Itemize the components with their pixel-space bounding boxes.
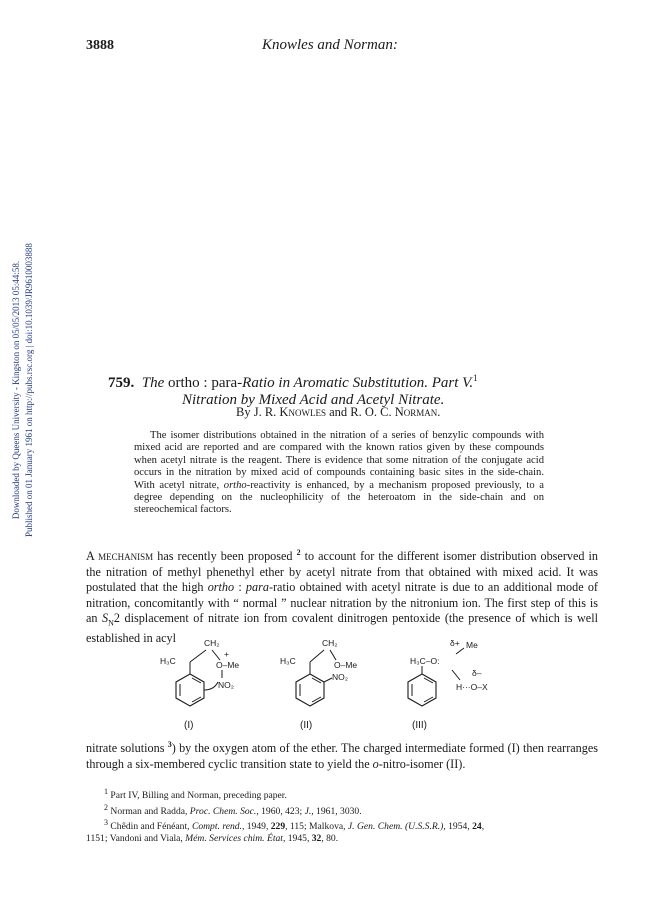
article-number: 759. (108, 375, 135, 391)
body-text: -ratio obtained with acetyl nitrate is due to an additional mode of nitration, concomitantly with “ normal ” nuclear nitration by the nitronium ion. The first step of this is an (86, 580, 598, 626)
body-text: -nitro-isomer (II). (378, 756, 466, 771)
title-part: The (141, 375, 165, 391)
byline-by: By (236, 405, 251, 419)
footnote-journal: Compt. rend. (191, 821, 242, 833)
download-sidebar (10, 210, 50, 570)
body-paragraph-2 (86, 737, 598, 772)
body-sn-sub: N (108, 618, 114, 628)
footnote-2-number: 2 (104, 802, 108, 812)
body-sn: S (102, 611, 109, 626)
footnote-1-text: Part IV, Billing and Norman, preceding paper. (108, 790, 287, 802)
s3-dplus: δ+ (450, 638, 460, 648)
author2-initials: R. O. C. (350, 405, 392, 419)
footnote-volume: 32 (311, 832, 322, 844)
footnote-journal: J. Gen. Chem. (347, 821, 403, 833)
footnote-3-text: , 1954, (443, 821, 473, 833)
body-text: has recently been proposed (153, 549, 297, 564)
footnote-journal: (U.S.S.R.) (404, 821, 444, 833)
footnote-volume: 229 (270, 821, 286, 833)
body-o: o (372, 756, 379, 771)
s3-h3co: H₃C–O: (410, 656, 440, 666)
footnote-2 (86, 802, 598, 818)
footnote-3-text: Chêdin and Fénéant, (108, 821, 192, 833)
body-ortho: ortho (207, 580, 235, 595)
title-footnote-ref[interactable]: 1 (473, 373, 478, 383)
title-colon: : (199, 375, 212, 391)
byline-end: . (437, 405, 441, 419)
structure-ii (280, 638, 357, 706)
s2-ch2: CH₂ (322, 638, 338, 648)
byline (236, 405, 440, 420)
s2-no2: NO₂ (332, 672, 349, 682)
author1-initials: J. R. (253, 405, 277, 419)
title-ortho: ortho (168, 375, 200, 391)
footnote-volume: 24 (472, 821, 482, 833)
body-para: para (245, 580, 269, 595)
title-line2: Nitration by Mixed Acid and Acetyl Nitrate. (182, 392, 445, 408)
footnote-2-text: Norman and Radda, (108, 805, 190, 817)
sidebar-doi-link[interactable]: Published on 01 January 1961 on http://pubs.rsc.org | doi:10.1039/JR9610003888 (24, 243, 34, 537)
footnote-3-text: , (481, 821, 485, 833)
footnote-3-continued (86, 833, 598, 844)
abstract-ortho: ortho (223, 479, 247, 491)
s3-dminus: δ– (472, 668, 482, 678)
body-colon: : (234, 580, 246, 595)
s3-me: Me (466, 640, 478, 650)
footnote-3-text: , 1945, (282, 832, 312, 844)
footnote-3-text: , 80. (321, 832, 339, 844)
footnote-3-text: , 1949, (241, 821, 271, 833)
footnote-3-text: 1151; Vandoni and Viala, (86, 832, 186, 844)
s1-h3c: H₃C (160, 656, 176, 666)
footnote-2-text: , 1960, 423; (256, 805, 305, 817)
abstract-text-2: -reactivity is enhanced, by a mechanism proposed previously, to a degree depending on the nucleophilicity of the heteroatom in the side-chain and on stereochemical factors. (134, 479, 544, 516)
body-text: ) by the oxygen atom of the ether. The charged intermediate formed (I) then rearranges through a six-membered cyclic transition state to yield the (86, 741, 599, 771)
body-lead: A (86, 549, 99, 564)
running-head: Knowles and Norman: (262, 37, 398, 53)
s1-no2: NO₂ (218, 680, 235, 690)
s1-ome: O–Me (216, 660, 240, 670)
s1-plus: + (224, 649, 229, 659)
body-text: to account for the different isomer distribution observed in the nitration of methyl phenethyl ether by acetyl nitrate from that obtained with mixed acid. It was postulated that the high (86, 549, 598, 595)
footnote-journal: J. (304, 805, 312, 817)
title-rest: -Ratio in Aromatic Substitution. Part V. (237, 375, 474, 391)
sidebar-download-line: Downloaded by Queens University - Kingston on 05/05/2013 05:44:58. (11, 260, 21, 520)
abstract (134, 430, 544, 517)
s2-h3c: H₃C (280, 656, 296, 666)
ref-3[interactable]: 3 (167, 740, 172, 749)
ref-2[interactable]: 2 (296, 548, 301, 557)
s1-ch2: CH₂ (204, 638, 220, 648)
structure-iii (408, 638, 488, 706)
footnotes (86, 786, 598, 844)
label-i: (I) (184, 720, 194, 731)
body-paragraph-1 (86, 545, 598, 647)
structure-i (160, 638, 239, 706)
chemical-structures (160, 636, 600, 736)
body-lead-sc: mechanism (98, 549, 154, 564)
label-iii: (III) (412, 720, 427, 731)
article-title (108, 370, 598, 409)
author1-name: Knowles (279, 405, 326, 419)
footnote-journal: Proc. Chem. Soc. (189, 805, 257, 817)
footnote-3-text: , 115; Malkova, (285, 821, 348, 833)
body-text: 2 displacement of nitrate ion from covalent dinitrogen pentoxide (the presence of which is well established in acyl (86, 611, 598, 646)
footnote-1 (86, 786, 598, 802)
footnote-2-text: , 1961, 3030. (311, 805, 362, 817)
abstract-text-1: The isomer distributions obtained in the nitration of a series of benzylic compounds with mixed acid are reported and are compared with the known ratios given by these compounds when acetyl nitrate is the reagent. There is evidence that some nitration of the conjugate acid occurs in the nitration by mixed acid of compounds containing basic sites in the side-chain. With acetyl nitrate, (134, 430, 544, 491)
s2-ome: O–Me (334, 660, 358, 670)
footnote-3-number: 3 (104, 818, 108, 828)
label-ii: (II) (300, 720, 313, 731)
body-text: nitrate solutions (86, 741, 168, 756)
footnote-journal: Mém. Services chim. État (185, 832, 283, 844)
page-number: 3888 (86, 38, 114, 53)
byline-and: and (329, 405, 348, 419)
author2-name: Norman (394, 405, 438, 419)
footnote-1-number: 1 (104, 787, 108, 796)
title-para: para (211, 375, 238, 391)
s3-hox: H···O–X (456, 682, 488, 692)
footnote-3 (86, 817, 598, 833)
